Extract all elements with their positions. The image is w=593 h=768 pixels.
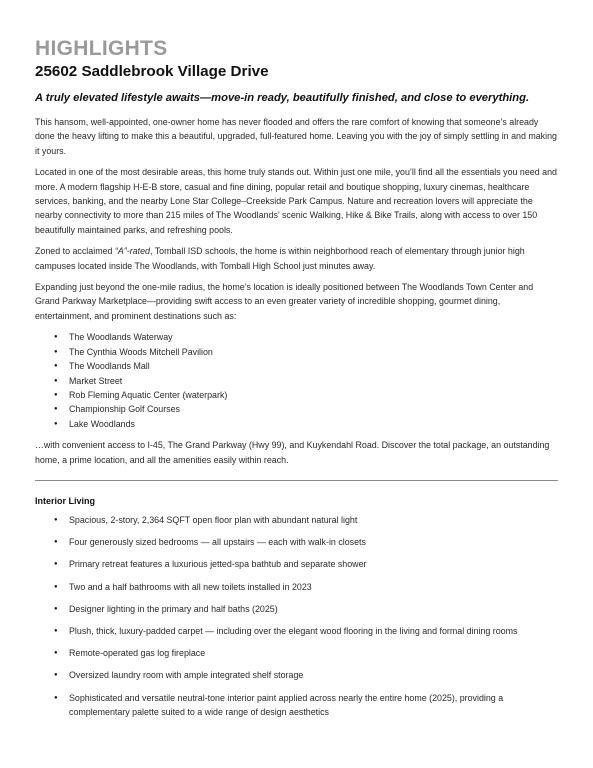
access-paragraph: …with convenient access to I-45, The Grand Parkway (Hwy 99), and Kuykendahl Road. Discover the total package, an outstanding home, a prime location, and all the amenities easily within reach. bbox=[35, 440, 550, 465]
destinations-list bbox=[35, 330, 558, 431]
list-item: ● The Cynthia Woods Mitchell Pavilion bbox=[54, 345, 558, 359]
interior-living-heading: Interior Living bbox=[35, 495, 96, 506]
destinations-paragraph: Expanding just beyond the one-mile radius, the home’s location is ideally positioned between The Woodlands Town Center and Grand Parkway Marketplace—providing swift access to an even greater variety of incredible shopping, gourmet dining, entertainment, and prominent destinations such as: bbox=[35, 282, 534, 321]
location-paragraph: Located in one of the most desirable areas, this home truly stands out. Within just one mile, you’ll find all the essentials you need and more. A modern flagship H-E-B store, casual and fine dining, popular retail and boutique shopping, luxury cinemas, healthcare services, banking, and the nearby Lone Star College–Creekside Park Campus. Nature and recreation lovers will appreciate the nearby connectivity to more than 215 miles of The Woodlands’ scenic Walking, Hike & Bike Trails, along with access to over 150 beautifully maintained parks, and refreshing pools. bbox=[35, 167, 557, 235]
property-address: 25602 Saddlebrook Village Drive bbox=[35, 63, 269, 80]
list-item: ● Two and a half bathrooms with all new toilets installed in 2023 bbox=[54, 580, 558, 594]
section-divider bbox=[35, 480, 558, 481]
list-item: ● Spacious, 2-story, 2,364 SQFT open floor plan with abundant natural light bbox=[54, 513, 558, 527]
list-item: ● The Woodlands Mall bbox=[54, 359, 558, 373]
list-item: ● Oversized laundry room with ample integrated shelf storage bbox=[54, 668, 558, 682]
list-item: ● Designer lighting in the primary and half baths (2025) bbox=[54, 602, 558, 616]
list-item: ● Lake Woodlands bbox=[54, 417, 558, 431]
list-item: ● Four generously sized bedrooms — all upstairs — each with walk-in closets bbox=[54, 535, 558, 549]
schools-text-end: , Tomball ISD schools, the home is within neighborhood reach of elementary through junior high campuses located inside The Woodlands, with Tomball High School just minutes away. bbox=[35, 246, 525, 271]
list-item: ● Rob Fleming Aquatic Center (waterpark) bbox=[54, 388, 558, 402]
list-item: ● Plush, thick, luxury-padded carpet — including over the elegant wood flooring in the living and formal dining rooms bbox=[54, 624, 558, 638]
list-item: ● The Woodlands Waterway bbox=[54, 330, 558, 344]
schools-paragraph bbox=[35, 244, 558, 273]
intro-paragraph-1: This hansom, well-appointed, one-owner home has never flooded and offers the rare comfort of knowing that someone’s already done the heavy lifting to make this a beautiful, upgraded, full-featured home. Leaving you with the joy of simply settling in and making it yours. bbox=[35, 117, 557, 156]
highlights-heading: HIGHLIGHTS bbox=[35, 37, 168, 60]
list-item: ● Market Street bbox=[54, 374, 558, 388]
schools-text-start: Zoned to acclaimed bbox=[35, 246, 115, 257]
list-item: ● Sophisticated and versatile neutral-tone interior paint applied across nearly the entire home (2025), providing a complementary palette suited to a wide range of design aesthetics bbox=[54, 691, 558, 720]
list-item: ● Primary retreat features a luxurious jetted-spa bathtub and separate shower bbox=[54, 557, 558, 571]
tagline: A truly elevated lifestyle awaits—move-in ready, beautifully finished, and close to everything. bbox=[35, 92, 530, 104]
interior-features-list bbox=[35, 513, 558, 719]
list-item: ● Remote-operated gas log fireplace bbox=[54, 646, 558, 660]
schools-rating: “A”-rated bbox=[114, 246, 150, 257]
list-item: ● Championship Golf Courses bbox=[54, 402, 558, 416]
